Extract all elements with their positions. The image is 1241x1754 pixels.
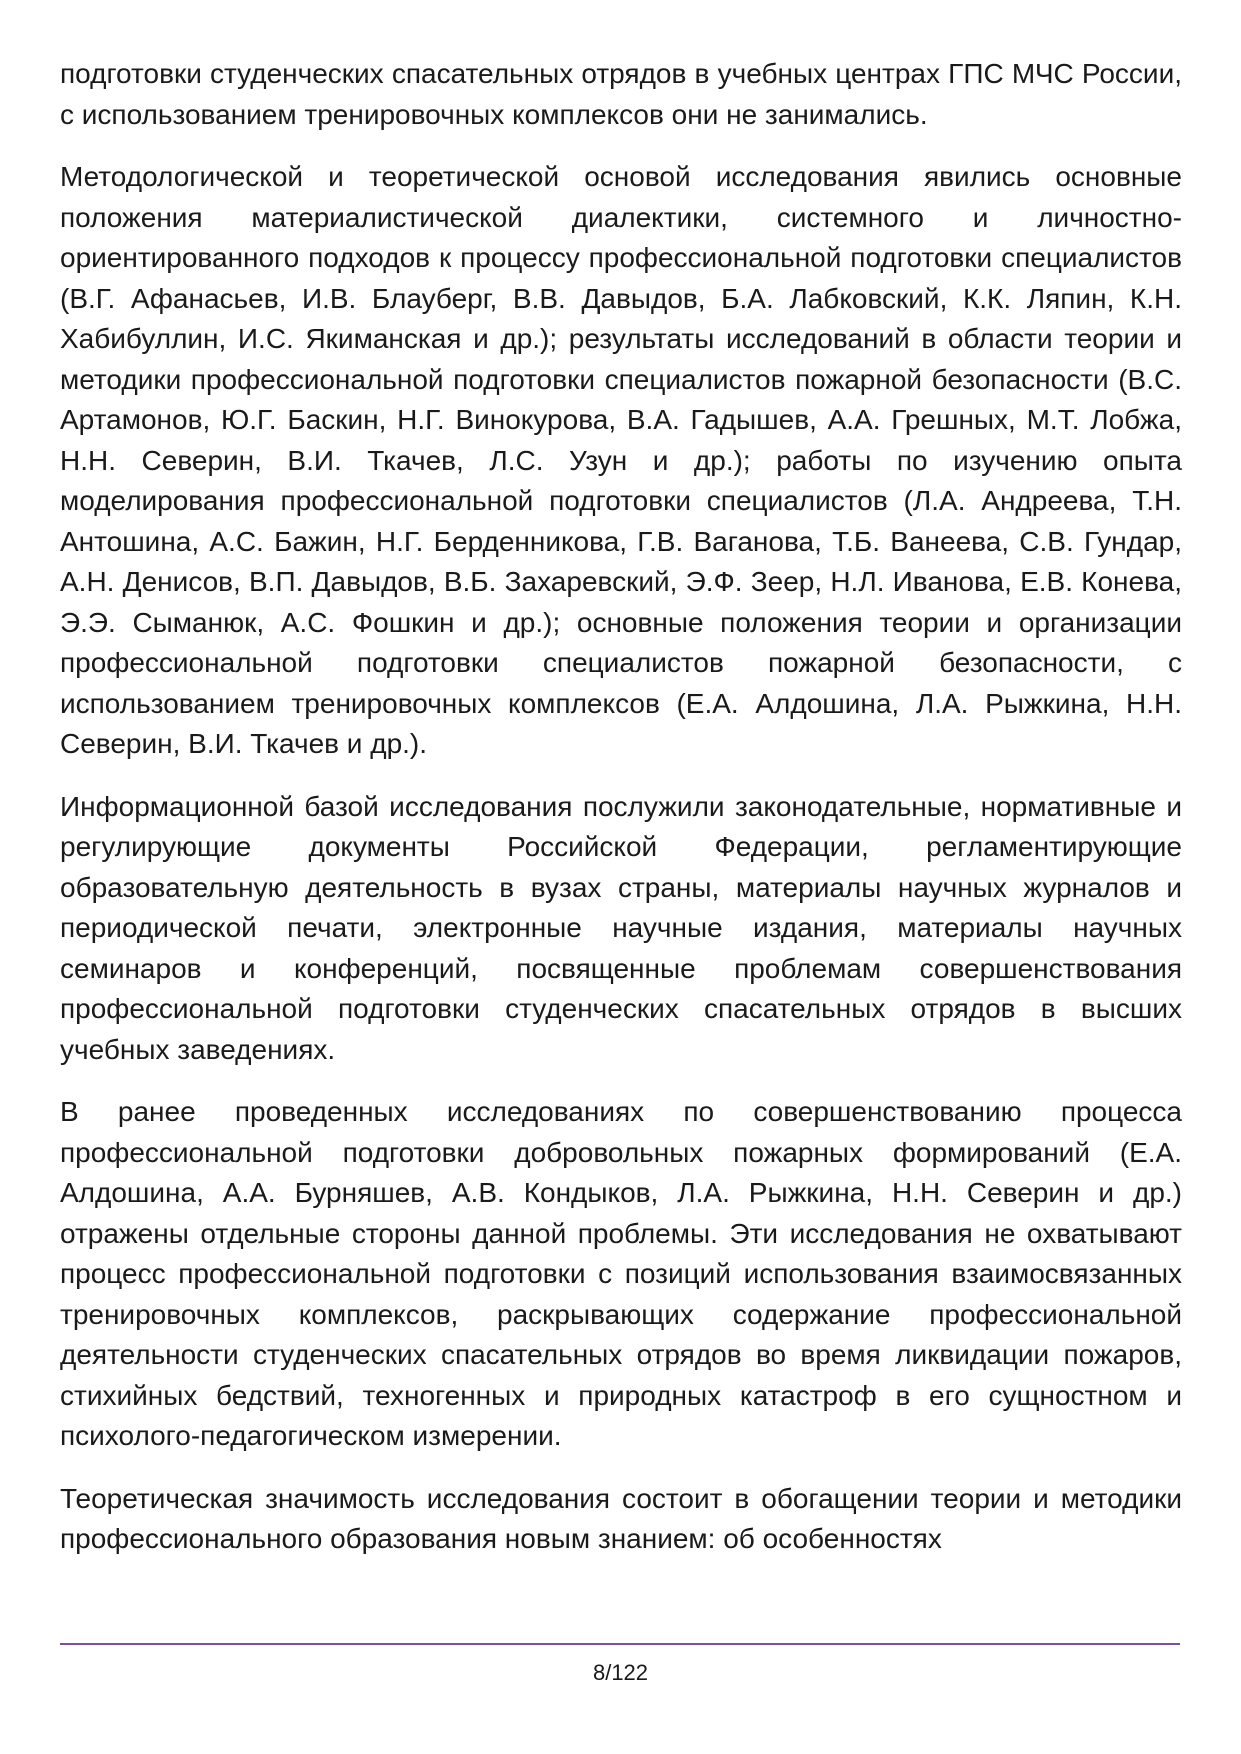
footer-divider [60,1643,1180,1645]
paragraph-theoretical-significance: Теоретическая значимость исследования состоит в обогащении теории и методики профессионального образования новым знанием: об особенностях [60,1482,1182,1554]
paragraph-prior-research: В ранее проведенных исследованиях по совершенствованию процесса профессиональной подготовки добровольных пожарных формирований (Е.А. Алдошина, А.А. Бурняшев, А.В. Кондыков, Л.А. Рыжкина, Н.Н. Северин и др.) отражены отдельные стороны данной проблемы. Эти исследования не охватывают процесс профессиональной подготовки с позиций использования взаимосвязанных тренировочных комплексов, раскрывающих содержание профессиональной деятельности студенческих спасательных отрядов во время ликвидации пожаров, стихийных бедствий, техногенных и природных катастроф в его сущностном и психолого-педагогическом измерении. [60,1096,1182,1451]
paragraph-continuation: подготовки студенческих спасательных отрядов в учебных центрах ГПС МЧС России, с использованием тренировочных комплексов они не занимались. [60,58,1182,130]
paragraph-information-base: Информационной базой исследования послужили законодательные, нормативные и регулирующие документы Российской Федерации, регламентирующие образовательную деятельность в вузах страны, материалы научных журналов и периодической печати, электронные научные издания, материалы научных семинаров и конференций, посвященные проблемам совершенствования профессиональной подготовки студенческих спасательных отрядов в высших учебных заведениях. [60,790,1182,1065]
paragraph-methodology: Методологической и теоретической основой исследования явились основные положения материалистической диалектики, системного и личностно-ориентированного подходов к процессу профессиональной подготовки специалистов (В.Г. Афанасьев, И.В. Блауберг, В.В. Давыдов, Б.А. Лабковский, К.К. Ляпин, К.Н. Хабибуллин, И.С. Якиманская и др.); результаты исследований в области теории и методики профессиональной подготовки специалистов пожарной безопасности (В.С. Артамонов, Ю.Г. Баскин, Н.Г. Винокурова, В.А. Гадышев, А.А. Грешных, М.Т. Лобжа, Н.Н. Северин, В.И. Ткачев, Л.С. Узун и др.); работы по изучению опыта моделирования профессиональной подготовки специалистов (Л.А. Андреева, Т.Н. Антошина, А.С. Бажин, Н.Г. Берденникова, Г.В. Ваганова, Т.Б. Ванеева, С.В. Гундар, А.Н. Денисов, В.П. Давыдов, В.Б. Захаревский, Э.Ф. Зеер, Н.Л. Иванова, Е.В. Конева, Э.Э. Сыманюк, А.С. Фошкин и др.); основные положения теории и организации профессиональной подготовки специалистов пожарной безопасности, с использованием тренировочных комплексов (Е.А. Алдошина, Л.А. Рыжкина, Н.Н. Северин, В.И. Ткачев и др.). [60,161,1182,759]
page-number: 8/122 [592,1660,649,1685]
document-body [60,54,1182,1582]
